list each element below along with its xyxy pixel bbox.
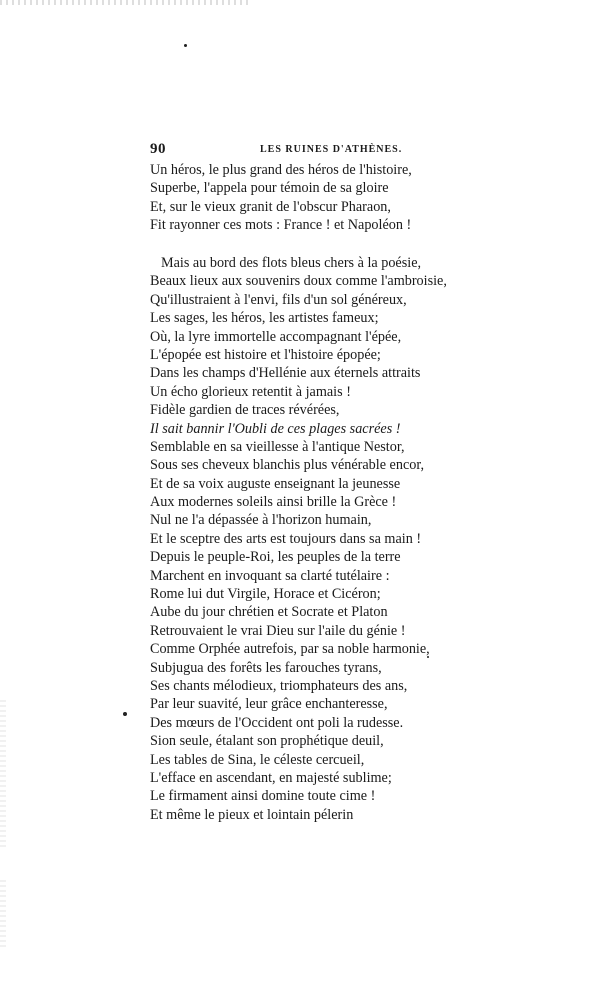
verse-line: Rome lui dut Virgile, Horace et Cicéron; (150, 586, 381, 603)
verse-line: Qu'illustraient à l'envi, fils d'un sol généreux, (150, 291, 407, 308)
running-header (150, 141, 440, 159)
scan-margin-artifact (0, 700, 6, 850)
verse-line: Aube du jour chrétien et Socrate et Platon (150, 604, 388, 621)
page-number: 90 (150, 141, 166, 157)
verse-line: Par leur suavité, leur grâce enchanteresse, (150, 696, 388, 713)
verse-line: Fidèle gardien de traces révérées, (150, 402, 340, 419)
verse-line: Il sait bannir l'Oubli de ces plages sacrées ! (150, 420, 401, 437)
verse-line: Retrouvaient le vrai Dieu sur l'aile du génie ! (150, 622, 406, 639)
stanza-1 (150, 161, 450, 235)
verse-line: Un écho glorieux retentit à jamais ! (150, 383, 351, 400)
verse-line: Aux modernes soleils ainsi brille la Grèce ! (150, 494, 397, 511)
verse-line: Superbe, l'appela pour témoin de sa gloire (150, 180, 389, 197)
verse-line: Sion seule, étalant son prophétique deuil, (150, 733, 384, 750)
ink-speck (123, 712, 127, 716)
verse-line: L'efface en ascendant, en majesté sublime; (150, 769, 392, 786)
verse-line: Et, sur le vieux granit de l'obscur Pharaon, (150, 198, 391, 215)
scan-edge-artifact (0, 0, 250, 5)
verse-line: Subjugua des forêts les farouches tyrans, (150, 659, 382, 676)
verse-line: Les tables de Sina, le céleste cercueil, (150, 751, 365, 768)
verse-line: Semblable en sa vieillesse à l'antique Nestor, (150, 438, 405, 455)
verse-line: Nul ne l'a dépassée à l'horizon humain, (150, 512, 372, 529)
verse-line: Le firmament ainsi domine toute cime ! (150, 788, 376, 805)
verse-line: Les sages, les héros, les artistes fameux; (150, 310, 379, 327)
verse-line: L'épopée est histoire et l'histoire épopée; (150, 346, 381, 363)
verse-line: Ses chants mélodieux, triomphateurs des ans, (150, 677, 408, 694)
stanza-2 (150, 254, 450, 824)
verse-line: Des mœurs de l'Occident ont poli la rudesse. (150, 714, 404, 731)
verse-line: Marchent en invoquant sa clarté tutélaire : (150, 567, 390, 584)
verse-line: Comme Orphée autrefois, par sa noble harmonie, (150, 641, 430, 658)
verse-line: Un héros, le plus grand des héros de l'histoire, (150, 162, 412, 178)
verse-line: Sous ses cheveux blanchis plus vénérable encor, (150, 457, 425, 474)
verse-line: Fit rayonner ces mots : France ! et Napoléon ! (150, 217, 412, 234)
verse-line: Beaux lieux aux souvenirs doux comme l'ambroisie, (150, 273, 447, 290)
scan-margin-artifact (0, 880, 6, 950)
verse-line: Dans les champs d'Hellénie aux éternels attraits (150, 365, 421, 382)
ink-speck (184, 44, 187, 47)
verse-line: Et le sceptre des arts est toujours dans sa main ! (150, 530, 422, 547)
verse-line: Depuis le peuple-Roi, les peuples de la terre (150, 549, 401, 566)
running-title: LES RUINES D'ATHÈNES. (260, 144, 403, 155)
verse-line: Et de sa voix auguste enseignant la jeunesse (150, 475, 401, 492)
verse-line: Et même le pieux et lointain pélerin (150, 806, 354, 823)
verse-line: Où, la lyre immortelle accompagnant l'épée, (150, 328, 402, 345)
verse-line: Mais au bord des flots bleus chers à la poésie, (161, 255, 422, 271)
